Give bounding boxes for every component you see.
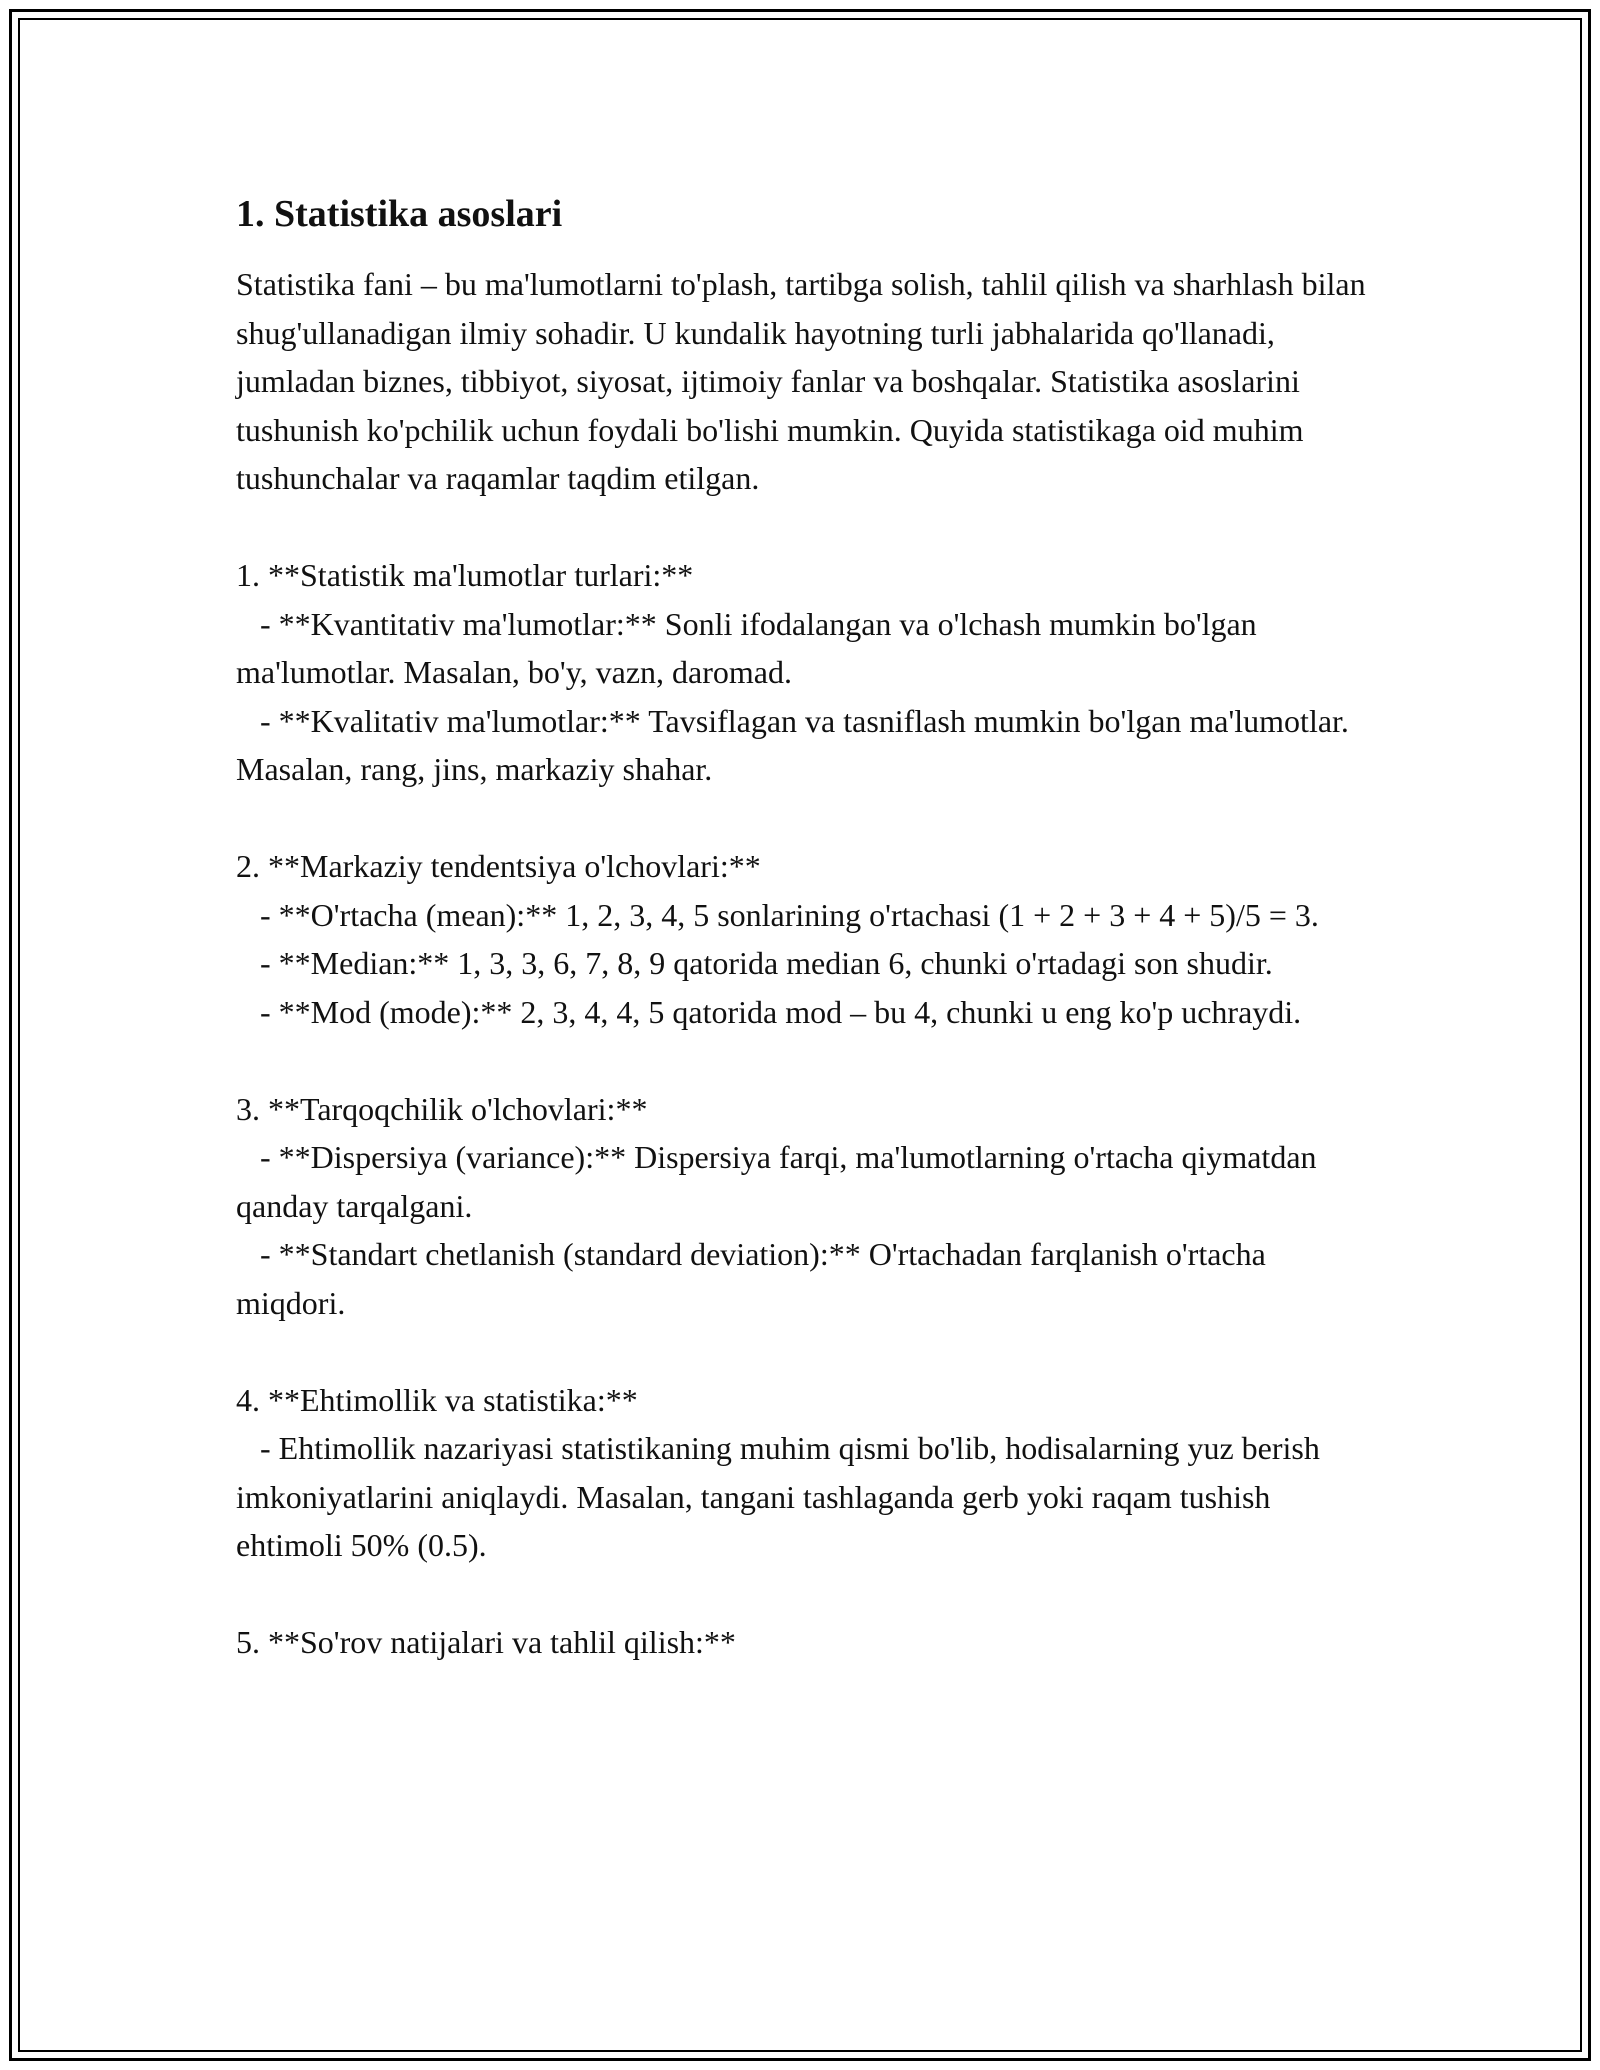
list-item: - Ehtimollik nazariyasi statistikaning muhim qismi bo'lib, hodisalarning yuz berish imkoniyatlarini aniqlaydi. Masalan, tangani tashlaganda gerb yoki raqam tushish ehtimoli 50% (0.5). bbox=[236, 1430, 1328, 1563]
section-heading: 4. **Ehtimollik va statistika:** bbox=[236, 1381, 638, 1418]
list-item: - **Kvantitativ ma'lumotlar:** Sonli ifodalangan va o'lchash mumkin bo'lgan ma'lumotlar. Masalan, bo'y, vazn, daromad. bbox=[236, 605, 1265, 690]
list-item: - **Dispersiya (variance):** Dispersiya farqi, ma'lumotlarning o'rtacha qiymatdan qanday tarqalgani. bbox=[236, 1139, 1325, 1224]
section-probability bbox=[236, 1376, 1366, 1570]
section-data-types bbox=[236, 551, 1366, 794]
list-item: - **Standart chetlanish (standard deviation):** O'rtachadan farqlanish o'rtacha miqdori. bbox=[236, 1236, 1274, 1321]
intro-paragraph: Statistika fani – bu ma'lumotlarni to'plash, tartibga solish, tahlil qilish va sharhlash bilan shug'ullanadigan ilmiy sohadir. U kundalik hayotning turli jabhalarida qo'llanadi, jumladan biznes, tibbiyot, siyosat, ijtimoiy fanlar va boshqalar. Statistika asoslarini tushunish ko'pchilik uchun foydali bo'lishi mumkin. Quyida statistikaga oid muhim tushunchalar va raqamlar taqdim etilgan. bbox=[236, 266, 1366, 496]
list-item: - **Kvalitativ ma'lumotlar:** Tavsiflagan va tasniflash mumkin bo'lgan ma'lumotlar. Masalan, rang, jins, markaziy shahar. bbox=[236, 702, 1357, 787]
list-item: - **Mod (mode):** 2, 3, 4, 4, 5 qatorida mod – bu 4, chunki u eng ko'p uchraydi. bbox=[236, 993, 1302, 1030]
section-heading: 5. **So'rov natijalari va tahlil qilish:** bbox=[236, 1624, 736, 1660]
document-title: 1. Statistika asoslari bbox=[236, 193, 563, 235]
section-central-tendency bbox=[236, 842, 1366, 1036]
section-heading: 2. **Markaziy tendentsiya o'lchovlari:** bbox=[236, 848, 761, 884]
section-survey-results bbox=[236, 1618, 1366, 1667]
document-body bbox=[236, 186, 1366, 1667]
list-item: - **Median:** 1, 3, 3, 6, 7, 8, 9 qatorida median 6, chunki o'rtadagi son shudir. bbox=[236, 945, 1273, 981]
section-dispersion bbox=[236, 1085, 1366, 1328]
list-item: - **O'rtacha (mean):** 1, 2, 3, 4, 5 sonlarining o'rtachasi (1 + 2 + 3 + 4 + 5)/5 = 3. bbox=[236, 896, 1319, 933]
section-heading: 1. **Statistik ma'lumotlar turlari:** bbox=[236, 557, 694, 593]
section-heading: 3. **Tarqoqchilik o'lchovlari:** bbox=[236, 1090, 648, 1127]
